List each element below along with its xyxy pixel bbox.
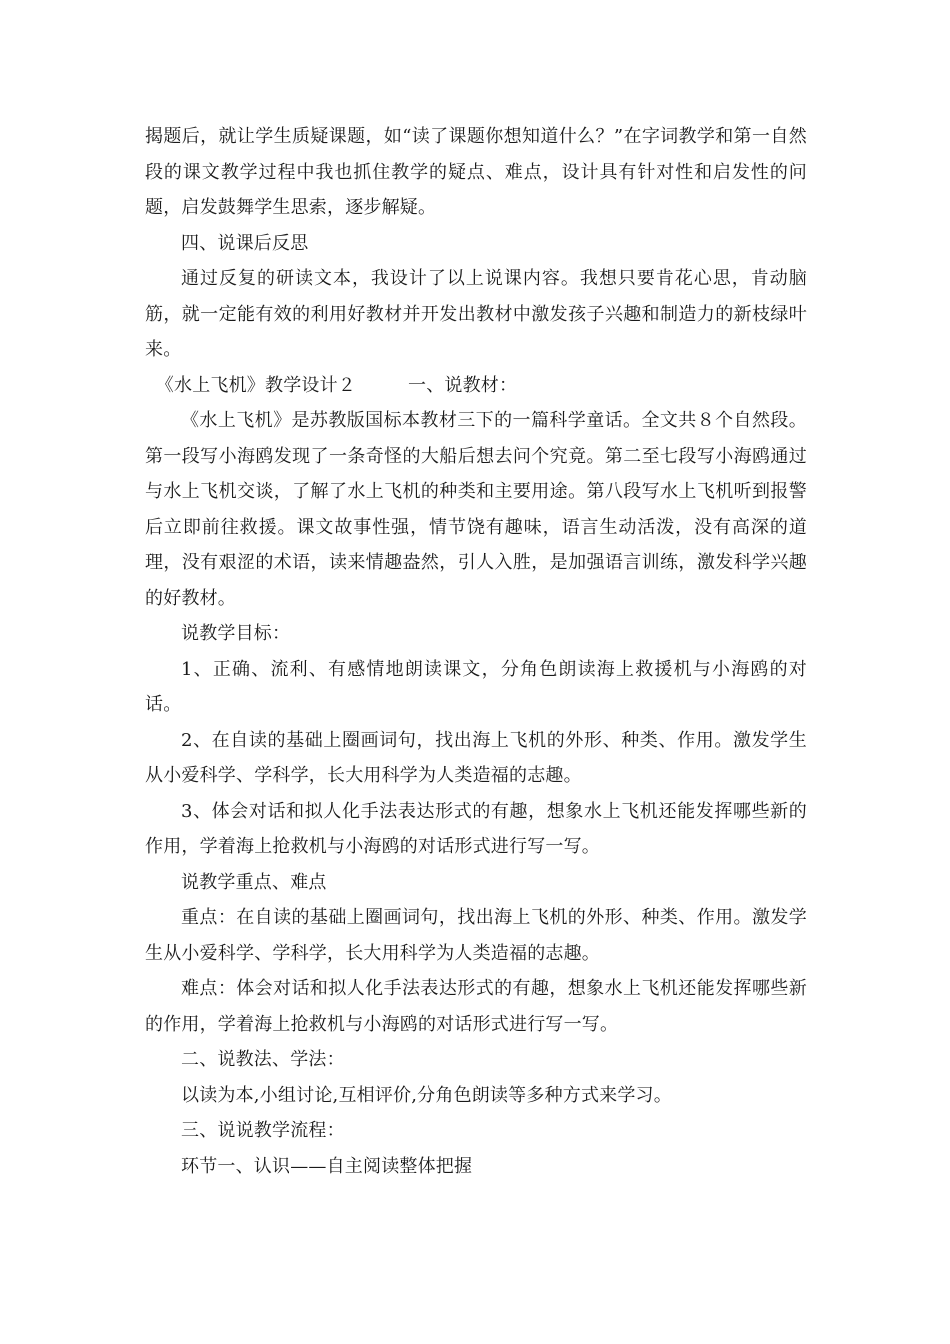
goal-item-2: 2、在自读的基础上圈画词句，找出海上飞机的外形、种类、作用。激发学生从小爱科学、学科学，长大用科学为人类造福的志趣。: [145, 729, 807, 786]
heading-teaching-process: 三、说说教学流程：: [181, 1120, 345, 1141]
heading-reflection: 四、说课后反思: [181, 232, 309, 254]
heading-key-difficult-points: 说教学重点、难点: [181, 871, 327, 893]
document-body: [145, 119, 807, 1184]
paragraph-key-point: 重点：在自读的基础上圈画词句，找出海上飞机的外形、种类、作用。激发学生从小爱科学、学科学，长大用科学为人类造福的志趣。: [145, 907, 807, 964]
heading-teaching-goals: 说教学目标：: [181, 623, 291, 644]
paragraph-intro-questioning: 揭题后，就让学生质疑课题，如“读了课题你想知道什么？”在字词教学和第一自然段的课文教学过程中我也抓住教学的疑点、难点，设计具有针对性和启发性的问题，启发鼓舞学生思索，逐步解疑。: [145, 126, 807, 218]
heading-section-one: 一、说教材：: [408, 374, 518, 396]
goal-item-1: 1、正确、流利、有感情地朗读课文，分角色朗读海上救援机与小海鸥的对话。: [145, 658, 807, 715]
design-title-line: [145, 368, 807, 404]
paragraph-difficult-point: 难点：体会对话和拟人化手法表达形式的有趣，想象水上飞机还能发挥哪些新的作用，学着海上抢救机与小海鸥的对话形式进行写一写。: [145, 978, 807, 1035]
paragraph-reflection: 通过反复的研读文本，我设计了以上说课内容。我想只要肯花心思，肯动脑筋，就一定能有效的利用好教材并开发出教材中激发孩子兴趣和制造力的新枝绿叶来。: [145, 268, 807, 360]
paragraph-step-one: 环节一、认识——自主阅读整体把握: [181, 1155, 473, 1177]
paragraph-teaching-methods: 以读为本,小组讨论,互相评价,分角色朗读等多种方式来学习。: [181, 1084, 672, 1106]
goal-item-3: 3、体会对话和拟人化手法表达形式的有趣，想象水上飞机还能发挥哪些新的作用，学着海上抢救机与小海鸥的对话形式进行写一写。: [145, 800, 807, 857]
heading-teaching-methods: 二、说教法、学法：: [181, 1049, 345, 1070]
design-title: 《水上飞机》教学设计２: [155, 374, 356, 396]
paragraph-textbook-intro: 《水上飞机》是苏教版国标本教材三下的一篇科学童话。全文共８个自然段。第一段写小海鸥发现了一条奇怪的大船后想去问个究竟。第二至七段写小海鸥通过与水上飞机交谈，了解了水上飞机的种类和主要用途。第八段写水上飞机听到报警后立即前往救援。课文故事性强，情节饶有趣味，语言生动活泼，没有高深的道理，没有艰涩的术语，读来情趣盎然，引人入胜，是加强语言训练，激发科学兴趣的好教材。: [145, 410, 807, 609]
